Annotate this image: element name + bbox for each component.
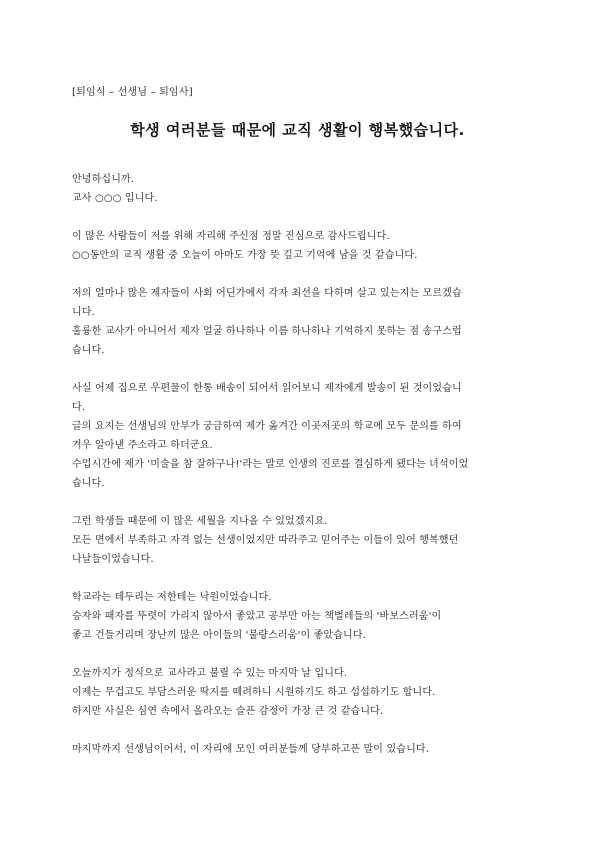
document-body	[72, 170, 524, 778]
text-line: 모든 면에서 부족하고 자격 없는 선생이었지만 따라주고 믿어주는 이들이 있어 행복했던	[72, 535, 459, 546]
text-line: 학교라는 테두리는 저한테는 낙원이었습니다.	[72, 592, 272, 603]
text-line: 오늘까지가 정식으로 교사라고 불릴 수 있는 마지막 날 입니다.	[72, 668, 348, 679]
paragraph-letter	[72, 379, 524, 493]
text-line: 이제는 무겁고도 부담스러운 딱지를 떼려하니 시원하기도 하고 섭섭하기도 합니다.	[72, 687, 436, 698]
text-line: 사실 어제 집으로 우편물이 한통 배송이 되어서 읽어보니 제자에게 발송이 된 것이었습니	[72, 383, 462, 394]
text-line: 교사 ○○○ 입니다.	[72, 193, 158, 204]
text-line: 승자와 패자를 뚜렷이 가리지 않아서 좋았고 공부만 아는 책벌레들의 '바보스러움'이	[72, 611, 442, 622]
paragraph-greeting	[72, 170, 524, 208]
text-line: 니다.	[72, 307, 95, 318]
paragraph-years	[72, 512, 524, 569]
text-line: 좋고 건들거리며 장난끼 많은 아이들의 '불량스러움'이 좋았습니다.	[72, 630, 366, 641]
paragraph-students	[72, 284, 524, 360]
text-line: 나날들이었습니다.	[72, 554, 154, 565]
text-line: 안녕하십니까.	[72, 174, 135, 185]
document-category: [퇴임식 – 선생님 – 퇴임사]	[72, 87, 193, 98]
text-line: 마지막까지 선생님이어서, 이 자리에 모인 여러분들께 당부하고픈 말이 있습니다.	[72, 744, 430, 755]
paragraph-last-day	[72, 664, 524, 721]
text-line: 다.	[72, 402, 86, 413]
text-line: 그런 학생들 때문에 이 많은 세월을 지나올 수 있었겠지요.	[72, 516, 328, 527]
document-title: 학생 여러분들 때문에 교직 생활이 행복했습니다.	[130, 121, 465, 139]
paragraph-thanks	[72, 227, 524, 265]
text-line: 글의 요지는 선생님의 안부가 궁금하여 제가 옮겨간 이곳저곳의 학교에 모두 문의를 하여	[72, 421, 462, 432]
text-line: 훌륭한 교사가 아니어서 제자 얼굴 하나하나 이름 하나하나 기억하지 못하는 점 송구스럽	[72, 326, 462, 337]
paragraph-closing	[72, 740, 524, 759]
text-line: 이 많은 사람들이 저를 위해 자리해 주신점 정말 진심으로 감사드립니다.	[72, 231, 390, 242]
text-line: 저의 얼마나 많은 제자들이 사회 어딘가에서 각자 최선을 다하며 살고 있는지는 모르겠습	[72, 288, 462, 299]
text-line: 습니다.	[72, 345, 105, 356]
text-line: 하지만 사실은 심연 속에서 올라오는 슬픈 감정이 가장 큰 것 같습니다.	[72, 706, 384, 717]
text-line: 수업시간에 제가 '미술을 참 잘하구나!'라는 말로 인생의 진로를 결심하게 됐다는 녀석이었	[72, 459, 469, 470]
paragraph-school	[72, 588, 524, 645]
text-line: 습니다.	[72, 478, 105, 489]
text-line: ○○동안의 교직 생활 중 오늘이 아마도 가장 뜻 깊고 기억에 남을 것 같습니다.	[72, 250, 418, 261]
text-line: 겨우 알아낸 주소라고 하더군요.	[72, 440, 213, 451]
